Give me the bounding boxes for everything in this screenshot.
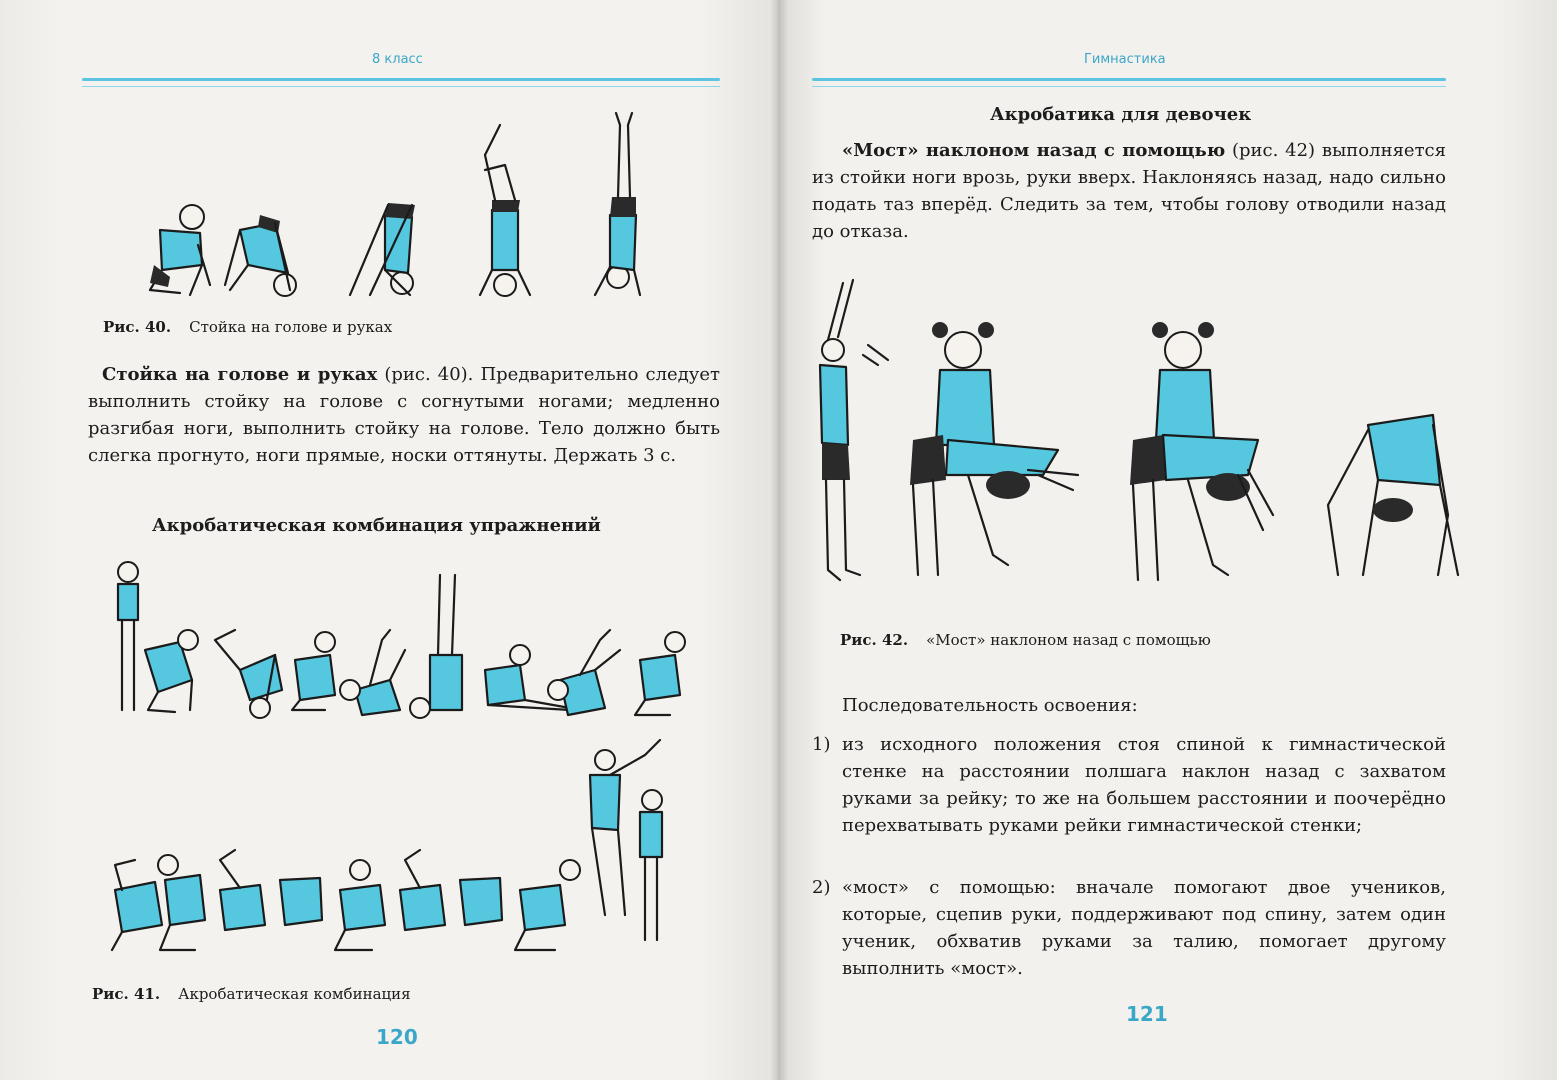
fig40-figure-5	[595, 113, 640, 295]
section-title-girls-acrobatics: Акробатика для девочек	[990, 104, 1252, 125]
figure-41-acrobatic-combination	[100, 560, 720, 965]
bridge-term: «Мост» наклоном назад с помощью	[842, 140, 1226, 161]
step-2	[812, 874, 1446, 982]
page-number-right: 121	[1126, 1002, 1168, 1026]
fig42-figure-2	[910, 322, 1078, 575]
left-page	[0, 0, 778, 1080]
fig40-figure-1	[150, 205, 210, 295]
fig40-figure-3	[350, 203, 415, 295]
figure-41-caption-text: Акробатическая комбинация	[178, 985, 411, 1003]
figure-41-caption	[92, 985, 411, 1003]
fig40-figure-2	[225, 215, 296, 296]
paragraph-headstand	[88, 361, 720, 469]
figure-40-caption-text: Стойка на голове и руках	[189, 318, 393, 336]
header-rule-right-thin	[812, 86, 1446, 87]
running-head-left: 8 класс	[372, 52, 423, 67]
sequence-intro: Последовательность освоения:	[842, 695, 1138, 716]
header-rule-left	[82, 78, 720, 81]
figure-42-caption	[840, 631, 1211, 649]
running-head-right: Гимнастика	[1084, 52, 1166, 67]
fig41-row-1	[118, 562, 685, 718]
figure-41-label: Рис. 41.	[92, 985, 161, 1003]
page-number-left: 120	[376, 1025, 418, 1049]
header-rule-left-thin	[82, 86, 720, 87]
right-page	[778, 0, 1557, 1080]
book-spine-shadow	[770, 0, 788, 1080]
fig41-row-2	[112, 740, 662, 950]
step-2-text: «мост» с помощью: вначале помогают двое учеников, которые, сцепив руки, поддерживают под спину, затем один ученик, обхватив руками за талию, помогает другому выполнить «мост».	[842, 877, 1446, 979]
figure-42-caption-text: «Мост» наклоном назад с помощью	[926, 631, 1211, 649]
step-2-number: 2)	[812, 877, 831, 898]
figure-40-caption	[103, 318, 392, 336]
bridge-text: (рис. 42) выполняется из стойки ноги врозь, руки вверх. Наклоняясь назад, надо сильно подать таз вперёд. Следить за тем, чтобы голову отводили назад до отказа.	[812, 140, 1446, 242]
headstand-term: Стойка на голове и руках	[102, 364, 378, 385]
step-1-text: из исходного положения стоя спиной к гимнастической стенке на расстоянии полшага наклон назад с захватом руками за рейку; то же на большем расстоянии и поочерёдно перехватывать руками рейки гимнастической стенки;	[842, 734, 1446, 836]
fig42-figure-3	[1130, 322, 1273, 580]
figure-40-label: Рис. 40.	[103, 318, 172, 336]
paragraph-bridge	[812, 137, 1446, 245]
section-title-acrobatic-combination: Акробатическая комбинация упражнений	[152, 515, 601, 536]
figure-40-headstand	[140, 105, 660, 305]
fig42-figure-1	[820, 280, 888, 580]
step-1	[812, 731, 1446, 839]
headstand-text: (рис. 40). Предварительно следует выполнить стойку на голове с согнутыми ногами; медленно разгибая ноги, выполнить стойку на голове. Тело должно быть слегка прогнуто, ноги прямые, носки оттянуты. Держать 3 с.	[88, 364, 720, 466]
header-rule-right	[812, 78, 1446, 81]
figure-42-bridge-with-help	[808, 275, 1468, 615]
figure-42-label: Рис. 42.	[840, 631, 909, 649]
fig40-figure-4	[480, 125, 530, 296]
step-1-number: 1)	[812, 734, 831, 755]
fig42-figure-4	[1328, 415, 1458, 575]
